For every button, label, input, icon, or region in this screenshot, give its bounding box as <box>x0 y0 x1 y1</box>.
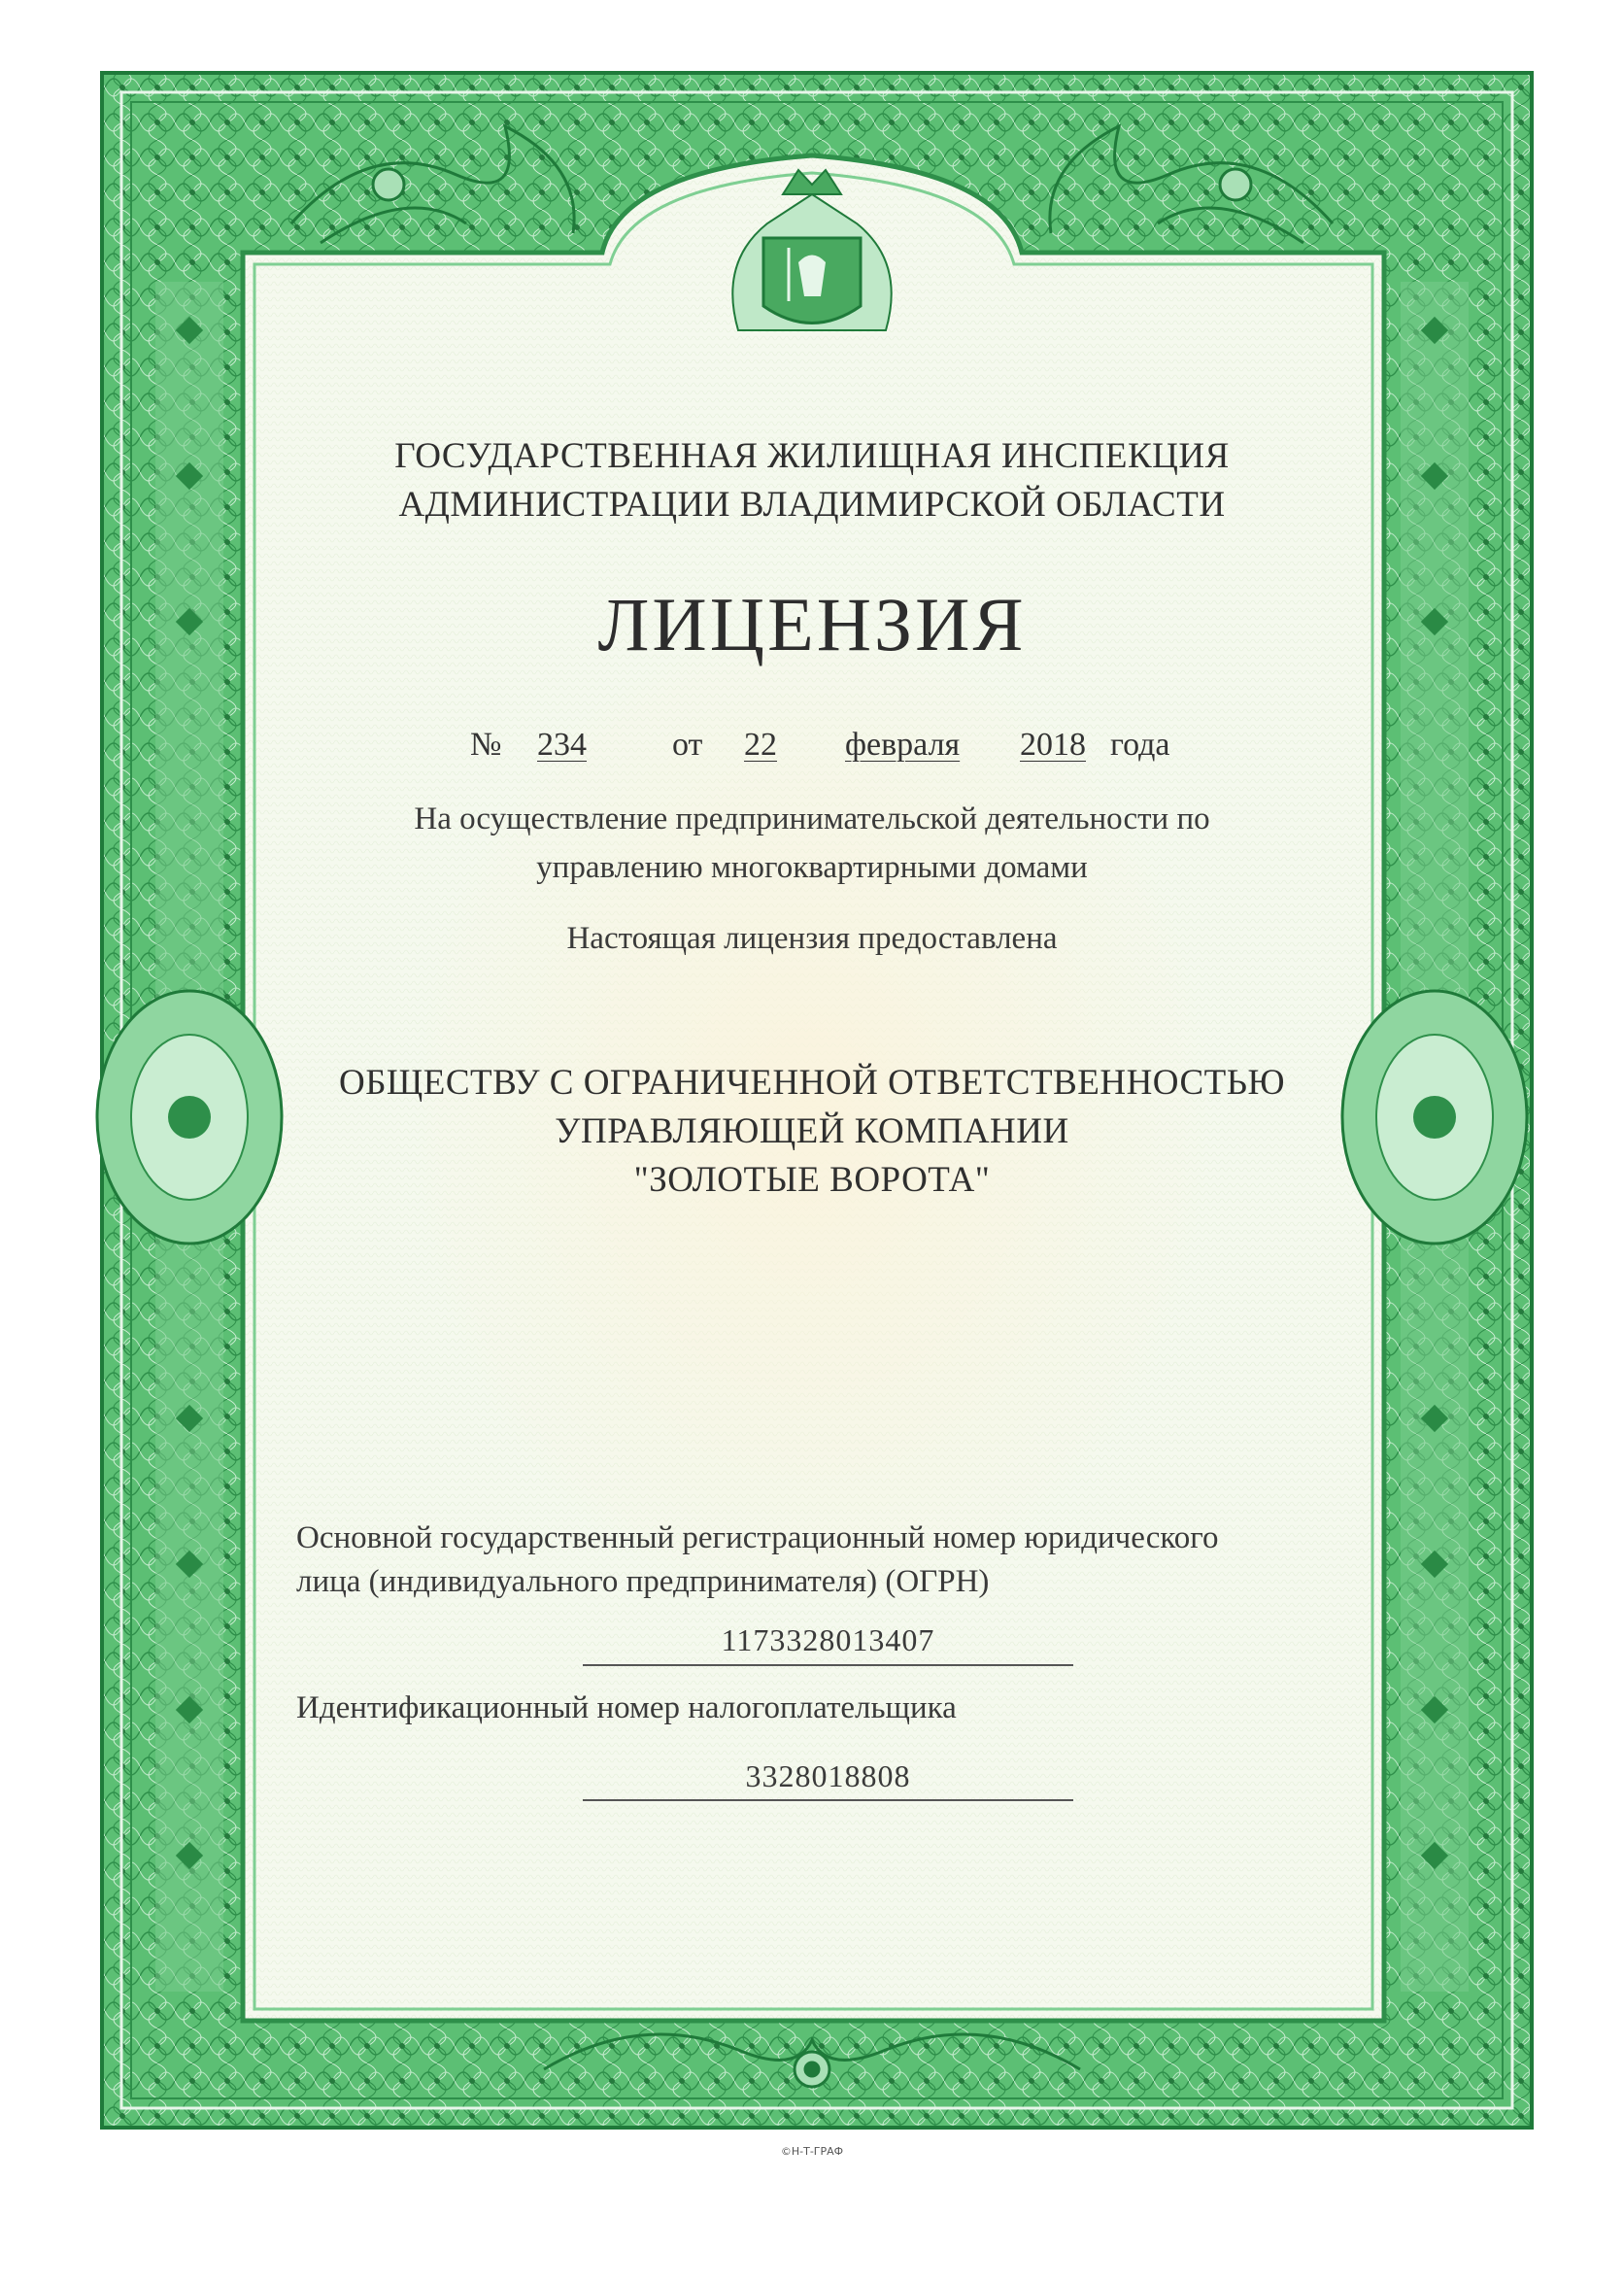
company-line-1: ОБЩЕСТВУ С ОГРАНИЧЕННОЙ ОТВЕТСТВЕННОСТЬЮ <box>338 1063 1286 1103</box>
ogrn-label-line-2: лица (индивидуального предпринимателя) (ОГРН) <box>296 1564 990 1599</box>
inn-label: Идентификационный номер налогоплательщика <box>296 1690 957 1725</box>
document-title: ЛИЦЕНЗИЯ <box>597 582 1027 666</box>
number-label: № <box>470 727 502 763</box>
date-month: февраля <box>845 727 961 763</box>
purpose-line-1: На осуществление предпринимательской деятельности по <box>414 801 1210 836</box>
ogrn-label-line-1: Основной государственный регистрационный номер юридического <box>296 1520 1219 1555</box>
license-number: 234 <box>537 727 587 763</box>
ogrn-value: 1173328013407 <box>721 1622 935 1657</box>
ogrn-underline <box>583 1664 1073 1666</box>
company-line-2: УПРАВЛЯЮЩЕЙ КОМПАНИИ <box>555 1111 1069 1151</box>
purpose-line-2: управлению многоквартирными домами <box>536 850 1088 885</box>
inn-underline <box>583 1799 1073 1801</box>
issuer-line-2: АДМИНИСТРАЦИИ ВЛАДИМИРСКОЙ ОБЛАСТИ <box>398 485 1226 525</box>
inn-value: 3328018808 <box>745 1758 911 1793</box>
printer-imprint: ©Н-Т-ГРАФ <box>780 2145 844 2158</box>
date-day: 22 <box>744 727 777 763</box>
granted-line: Настоящая лицензия предоставлена <box>566 921 1058 956</box>
date-prefix: от <box>672 727 703 763</box>
year-suffix: года <box>1110 727 1170 763</box>
issuer-line-1: ГОСУДАРСТВЕННАЯ ЖИЛИЩНАЯ ИНСПЕКЦИЯ <box>394 436 1230 476</box>
date-year: 2018 <box>1020 727 1086 763</box>
company-line-3: "ЗОЛОТЫЕ ВОРОТА" <box>633 1160 991 1200</box>
